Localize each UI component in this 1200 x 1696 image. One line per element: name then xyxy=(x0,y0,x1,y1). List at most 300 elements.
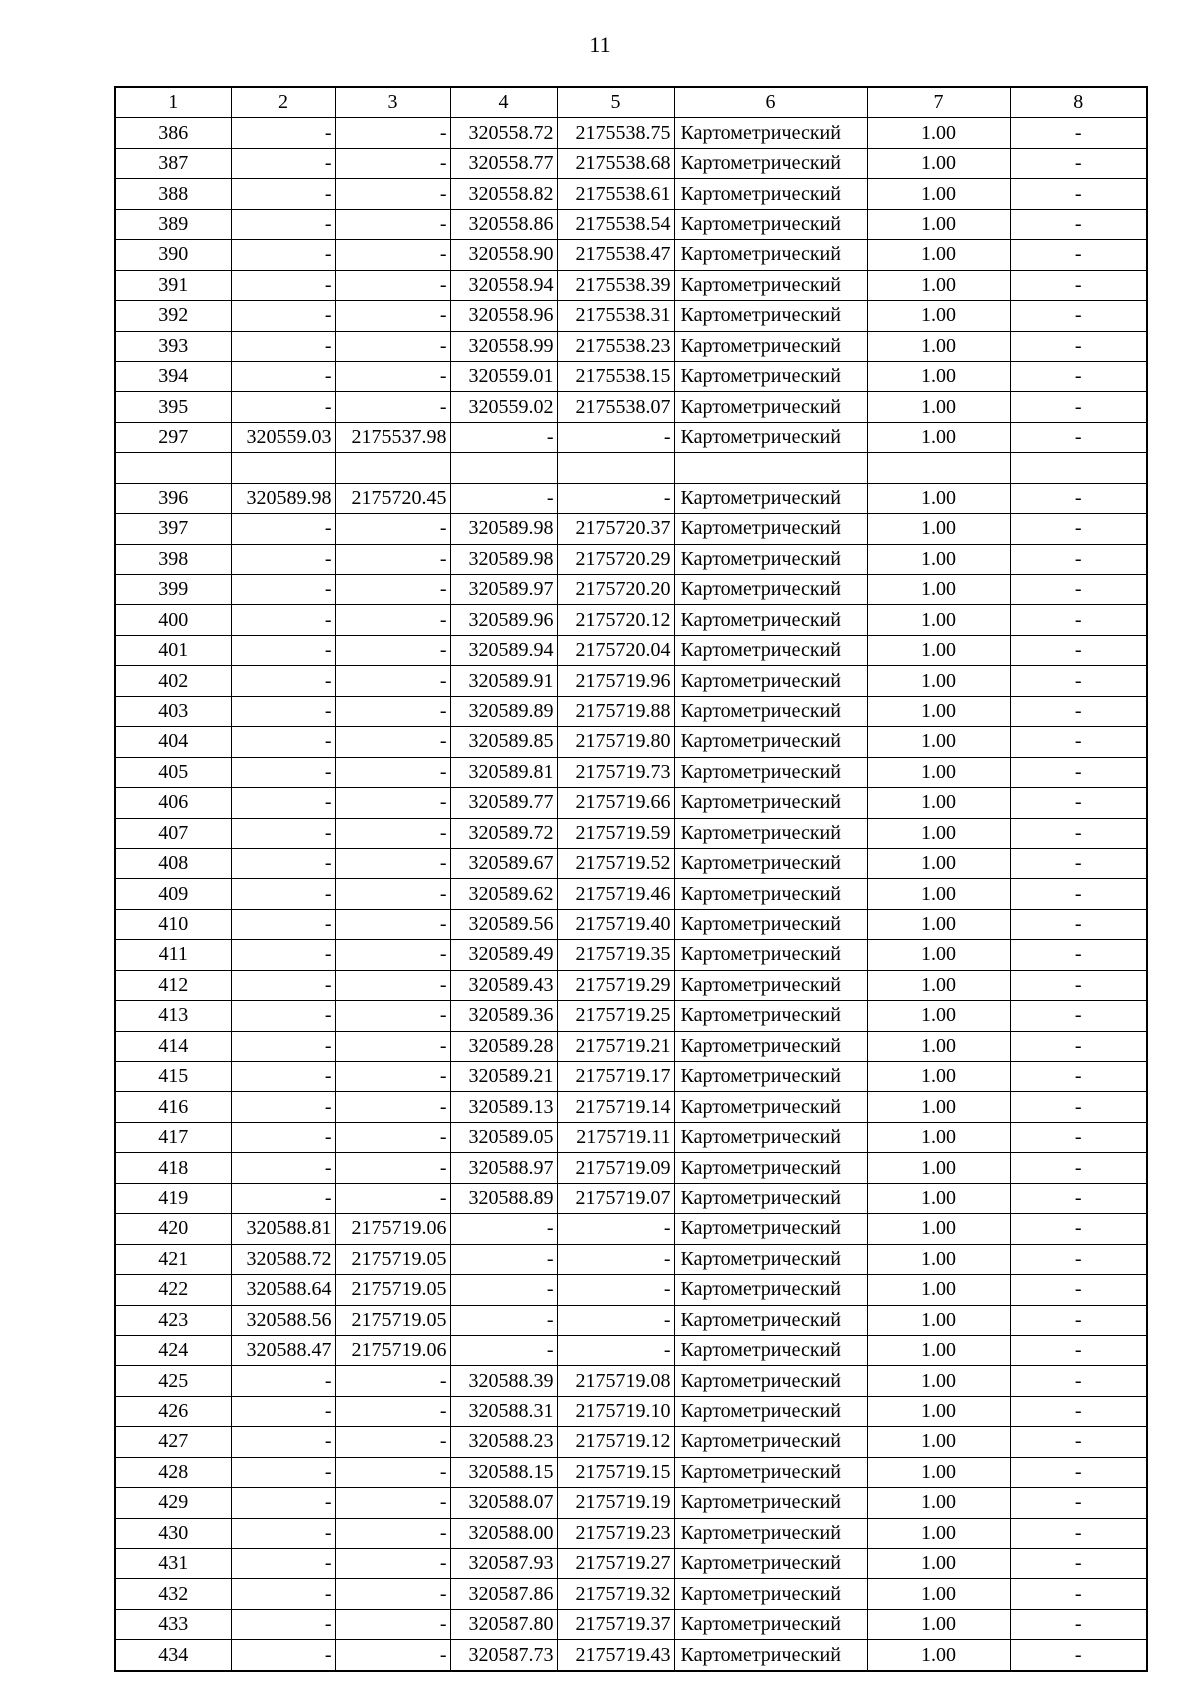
cell-new-x: 320587.80 xyxy=(450,1609,557,1639)
cell-point-number: 423 xyxy=(115,1305,231,1335)
table-row xyxy=(115,1305,1147,1335)
cell-note: - xyxy=(1010,575,1147,605)
cell-new-y: 2175720.04 xyxy=(557,635,674,665)
coordinates-table xyxy=(114,86,1148,1672)
cell-note: - xyxy=(1010,1275,1147,1305)
cell-new-x: 320589.98 xyxy=(450,514,557,544)
cell-new-y: 2175719.15 xyxy=(557,1457,674,1487)
cell-accuracy: 1.00 xyxy=(867,1549,1010,1579)
cell-accuracy: 1.00 xyxy=(867,1366,1010,1396)
cell-old-y: - xyxy=(335,301,450,331)
cell-new-x: - xyxy=(450,422,557,452)
cell-accuracy: 1.00 xyxy=(867,240,1010,270)
cell-method: Картометрический xyxy=(674,1609,867,1639)
cell-note: - xyxy=(1010,544,1147,574)
cell-old-x: - xyxy=(231,1122,335,1152)
cell-new-x: 320589.62 xyxy=(450,879,557,909)
cell-method: Картометрический xyxy=(674,1183,867,1213)
cell-method: Картометрический xyxy=(674,270,867,300)
cell-old-x: 320588.47 xyxy=(231,1335,335,1365)
cell-new-y: 2175719.14 xyxy=(557,1092,674,1122)
cell-new-y: 2175719.23 xyxy=(557,1518,674,1548)
cell-old-x: - xyxy=(231,148,335,178)
table-row xyxy=(115,1457,1147,1487)
cell-method: Картометрический xyxy=(674,118,867,148)
cell-old-x: - xyxy=(231,544,335,574)
table-row xyxy=(115,818,1147,848)
cell-method: Картометрический xyxy=(674,1549,867,1579)
cell-note: - xyxy=(1010,1457,1147,1487)
cell-accuracy: 1.00 xyxy=(867,209,1010,239)
cell-point-number: 394 xyxy=(115,361,231,391)
cell-new-y: 2175719.27 xyxy=(557,1549,674,1579)
cell-new-x: 320589.05 xyxy=(450,1122,557,1152)
cell-old-x: - xyxy=(231,209,335,239)
cell-point-number: 409 xyxy=(115,879,231,909)
cell-old-y: - xyxy=(335,666,450,696)
cell-point-number: 403 xyxy=(115,696,231,726)
cell-note: - xyxy=(1010,148,1147,178)
cell-method: Картометрический xyxy=(674,209,867,239)
table-row xyxy=(115,453,1147,483)
table-row xyxy=(115,1001,1147,1031)
cell-old-y: - xyxy=(335,331,450,361)
cell-note: - xyxy=(1010,1427,1147,1457)
cell-accuracy: 1.00 xyxy=(867,1335,1010,1365)
cell-accuracy: 1.00 xyxy=(867,1183,1010,1213)
cell-accuracy: 1.00 xyxy=(867,1579,1010,1609)
cell-point-number: 416 xyxy=(115,1092,231,1122)
cell-method: Картометрический xyxy=(674,1244,867,1274)
cell-note: - xyxy=(1010,879,1147,909)
cell-old-x: - xyxy=(231,635,335,665)
cell-point-number: 405 xyxy=(115,757,231,787)
cell-accuracy: 1.00 xyxy=(867,818,1010,848)
cell-old-y: - xyxy=(335,514,450,544)
cell-new-x: 320589.96 xyxy=(450,605,557,635)
cell-new-x: - xyxy=(450,1275,557,1305)
cell-point-number: 411 xyxy=(115,940,231,970)
table-row xyxy=(115,970,1147,1000)
cell-old-y: - xyxy=(335,1031,450,1061)
cell-method: Картометрический xyxy=(674,1640,867,1671)
cell-point-number: 395 xyxy=(115,392,231,422)
table-row xyxy=(115,392,1147,422)
cell-method: Картометрический xyxy=(674,1275,867,1305)
cell-old-y: - xyxy=(335,1518,450,1548)
table-row xyxy=(115,1031,1147,1061)
cell-new-y: 2175719.19 xyxy=(557,1488,674,1518)
cell-accuracy: 1.00 xyxy=(867,1518,1010,1548)
table-row xyxy=(115,1062,1147,1092)
table-row xyxy=(115,270,1147,300)
table-row xyxy=(115,422,1147,452)
cell-old-y: 2175720.45 xyxy=(335,483,450,513)
cell-new-x: 320588.23 xyxy=(450,1427,557,1457)
cell-new-y: 2175719.96 xyxy=(557,666,674,696)
cell-accuracy: 1.00 xyxy=(867,879,1010,909)
cell-method: Картометрический xyxy=(674,1457,867,1487)
cell-method: Картометрический xyxy=(674,757,867,787)
cell-new-x: 320589.89 xyxy=(450,696,557,726)
cell-old-x: - xyxy=(231,1092,335,1122)
cell-method: Картометрический xyxy=(674,970,867,1000)
cell-accuracy: 1.00 xyxy=(867,1001,1010,1031)
cell-old-y: - xyxy=(335,848,450,878)
cell-point-number: 392 xyxy=(115,301,231,331)
cell-old-y: - xyxy=(335,1062,450,1092)
cell-point-number: 426 xyxy=(115,1396,231,1426)
column-header-8: 8 xyxy=(1010,87,1147,118)
cell-accuracy: 1.00 xyxy=(867,331,1010,361)
cell-old-y: - xyxy=(335,1579,450,1609)
table-row xyxy=(115,605,1147,635)
cell-old-x: - xyxy=(231,392,335,422)
cell-note: - xyxy=(1010,727,1147,757)
cell-old-y: - xyxy=(335,635,450,665)
cell-note: - xyxy=(1010,1518,1147,1548)
cell-point-number: 401 xyxy=(115,635,231,665)
cell-new-x: 320589.91 xyxy=(450,666,557,696)
cell-new-y: - xyxy=(557,1275,674,1305)
cell-new-y: 2175719.37 xyxy=(557,1609,674,1639)
cell-method: Картометрический xyxy=(674,818,867,848)
cell-point-number: 387 xyxy=(115,148,231,178)
cell-old-x: - xyxy=(231,1457,335,1487)
cell-new-y: 2175719.32 xyxy=(557,1579,674,1609)
cell-old-y: - xyxy=(335,970,450,1000)
table-row xyxy=(115,118,1147,148)
cell-accuracy: 1.00 xyxy=(867,422,1010,452)
table-row xyxy=(115,696,1147,726)
cell-method: Картометрический xyxy=(674,1153,867,1183)
cell-method: Картометрический xyxy=(674,1214,867,1244)
cell-new-x: 320558.94 xyxy=(450,270,557,300)
cell-old-y: 2175719.05 xyxy=(335,1275,450,1305)
cell-old-x: - xyxy=(231,788,335,818)
table-row xyxy=(115,727,1147,757)
cell-method: Картометрический xyxy=(674,361,867,391)
cell-accuracy: 1.00 xyxy=(867,179,1010,209)
cell-note: - xyxy=(1010,788,1147,818)
cell-new-y: - xyxy=(557,422,674,452)
cell-old-y: - xyxy=(335,209,450,239)
cell-new-y: 2175719.29 xyxy=(557,970,674,1000)
table-row xyxy=(115,1549,1147,1579)
cell-new-y: 2175719.10 xyxy=(557,1396,674,1426)
cell-old-y: - xyxy=(335,1549,450,1579)
cell-note: - xyxy=(1010,1335,1147,1365)
cell-new-y: 2175719.11 xyxy=(557,1122,674,1152)
cell-old-y: - xyxy=(335,879,450,909)
cell-point-number: 410 xyxy=(115,909,231,939)
table-row xyxy=(115,1244,1147,1274)
cell-accuracy: 1.00 xyxy=(867,575,1010,605)
cell-point-number: 414 xyxy=(115,1031,231,1061)
cell-new-y: 2175719.08 xyxy=(557,1366,674,1396)
cell-method: Картометрический xyxy=(674,727,867,757)
cell-old-y: - xyxy=(335,361,450,391)
cell-point-number: 400 xyxy=(115,605,231,635)
cell-old-x: - xyxy=(231,301,335,331)
cell-new-x: 320589.21 xyxy=(450,1062,557,1092)
cell-new-x: 320589.28 xyxy=(450,1031,557,1061)
table-row xyxy=(115,483,1147,513)
cell-new-x: - xyxy=(450,483,557,513)
cell-point-number: 421 xyxy=(115,1244,231,1274)
cell-new-x: - xyxy=(450,1305,557,1335)
cell-note: - xyxy=(1010,818,1147,848)
cell-point-number: 388 xyxy=(115,179,231,209)
cell-old-y: - xyxy=(335,1457,450,1487)
table-header-row xyxy=(115,87,1147,118)
cell-method: Картометрический xyxy=(674,848,867,878)
cell-note: - xyxy=(1010,940,1147,970)
cell-accuracy: 1.00 xyxy=(867,1305,1010,1335)
cell-old-x: - xyxy=(231,179,335,209)
cell-accuracy: 1.00 xyxy=(867,1153,1010,1183)
cell-new-x: 320589.85 xyxy=(450,727,557,757)
cell-new-x: 320589.77 xyxy=(450,788,557,818)
cell-accuracy: 1.00 xyxy=(867,361,1010,391)
cell-new-x: 320589.81 xyxy=(450,757,557,787)
table-row xyxy=(115,1366,1147,1396)
cell-point-number: 432 xyxy=(115,1579,231,1609)
cell-new-x: 320587.73 xyxy=(450,1640,557,1671)
cell-point-number: 297 xyxy=(115,422,231,452)
column-header-4: 4 xyxy=(450,87,557,118)
cell-accuracy: 1.00 xyxy=(867,1275,1010,1305)
cell-old-x: 320559.03 xyxy=(231,422,335,452)
cell-new-y: - xyxy=(557,1335,674,1365)
table-row xyxy=(115,575,1147,605)
cell-new-y: 2175719.35 xyxy=(557,940,674,970)
cell-old-x: - xyxy=(231,879,335,909)
cell-new-x: 320588.97 xyxy=(450,1153,557,1183)
cell-new-x: 320558.99 xyxy=(450,331,557,361)
column-header-5: 5 xyxy=(557,87,674,118)
cell-point-number: 413 xyxy=(115,1001,231,1031)
cell-new-y: 2175538.15 xyxy=(557,361,674,391)
cell-old-y: - xyxy=(335,818,450,848)
cell-new-y: 2175719.43 xyxy=(557,1640,674,1671)
cell-old-x: - xyxy=(231,1640,335,1671)
cell-accuracy: 1.00 xyxy=(867,1457,1010,1487)
cell-old-y: - xyxy=(335,544,450,574)
cell-new-x: 320558.72 xyxy=(450,118,557,148)
cell-method: Картометрический xyxy=(674,483,867,513)
cell-new-y: - xyxy=(557,1244,674,1274)
cell-old-x: - xyxy=(231,514,335,544)
cell-old-x: 320588.56 xyxy=(231,1305,335,1335)
cell-accuracy: 1.00 xyxy=(867,301,1010,331)
cell-new-y: 2175720.12 xyxy=(557,605,674,635)
cell-old-x: - xyxy=(231,1062,335,1092)
cell-old-x: - xyxy=(231,696,335,726)
cell-note: - xyxy=(1010,1488,1147,1518)
table-row xyxy=(115,1609,1147,1639)
cell-old-y: - xyxy=(335,148,450,178)
cell-point-number xyxy=(115,453,231,483)
cell-note: - xyxy=(1010,118,1147,148)
cell-old-x: - xyxy=(231,818,335,848)
cell-method: Картометрический xyxy=(674,1062,867,1092)
cell-old-y: - xyxy=(335,1122,450,1152)
cell-accuracy: 1.00 xyxy=(867,1214,1010,1244)
cell-new-y: 2175538.39 xyxy=(557,270,674,300)
cell-new-x: 320589.72 xyxy=(450,818,557,848)
cell-point-number: 398 xyxy=(115,544,231,574)
cell-note: - xyxy=(1010,422,1147,452)
cell-note: - xyxy=(1010,666,1147,696)
cell-method: Картометрический xyxy=(674,1001,867,1031)
cell-new-x: 320589.13 xyxy=(450,1092,557,1122)
cell-new-y: 2175720.20 xyxy=(557,575,674,605)
cell-method: Картометрический xyxy=(674,575,867,605)
cell-method: Картометрический xyxy=(674,1518,867,1548)
cell-new-x: 320558.77 xyxy=(450,148,557,178)
cell-new-y: 2175538.47 xyxy=(557,240,674,270)
cell-accuracy: 1.00 xyxy=(867,483,1010,513)
table-row xyxy=(115,1518,1147,1548)
cell-old-x: - xyxy=(231,1518,335,1548)
cell-note: - xyxy=(1010,209,1147,239)
cell-old-y: - xyxy=(335,605,450,635)
cell-method: Картометрический xyxy=(674,1122,867,1152)
cell-new-y: 2175720.29 xyxy=(557,544,674,574)
cell-note: - xyxy=(1010,1609,1147,1639)
cell-method: Картометрический xyxy=(674,940,867,970)
column-header-2: 2 xyxy=(231,87,335,118)
cell-method: Картометрический xyxy=(674,788,867,818)
cell-note: - xyxy=(1010,270,1147,300)
cell-note: - xyxy=(1010,848,1147,878)
cell-old-x: - xyxy=(231,909,335,939)
cell-old-y: - xyxy=(335,1366,450,1396)
cell-note: - xyxy=(1010,1579,1147,1609)
cell-point-number: 429 xyxy=(115,1488,231,1518)
cell-old-x: - xyxy=(231,1183,335,1213)
cell-note: - xyxy=(1010,1062,1147,1092)
cell-note: - xyxy=(1010,1214,1147,1244)
cell-accuracy: 1.00 xyxy=(867,514,1010,544)
cell-method: Картометрический xyxy=(674,1305,867,1335)
table-row xyxy=(115,240,1147,270)
cell-note: - xyxy=(1010,1092,1147,1122)
cell-new-x xyxy=(450,453,557,483)
cell-method: Картометрический xyxy=(674,392,867,422)
cell-new-y xyxy=(557,453,674,483)
table-row xyxy=(115,879,1147,909)
cell-method: Картометрический xyxy=(674,879,867,909)
cell-note: - xyxy=(1010,1122,1147,1152)
cell-old-x: 320588.81 xyxy=(231,1214,335,1244)
cell-method: Картометрический xyxy=(674,635,867,665)
table-row xyxy=(115,1579,1147,1609)
cell-method: Картометрический xyxy=(674,666,867,696)
cell-point-number: 433 xyxy=(115,1609,231,1639)
cell-new-y: 2175719.46 xyxy=(557,879,674,909)
cell-note: - xyxy=(1010,909,1147,939)
cell-point-number: 424 xyxy=(115,1335,231,1365)
cell-old-x: - xyxy=(231,240,335,270)
cell-old-x: - xyxy=(231,1366,335,1396)
column-header-3: 3 xyxy=(335,87,450,118)
cell-method: Картометрический xyxy=(674,1396,867,1426)
cell-old-x: - xyxy=(231,848,335,878)
cell-new-y: 2175719.17 xyxy=(557,1062,674,1092)
cell-method xyxy=(674,453,867,483)
cell-new-y: 2175719.66 xyxy=(557,788,674,818)
cell-note: - xyxy=(1010,1183,1147,1213)
cell-new-x: - xyxy=(450,1244,557,1274)
cell-method: Картометрический xyxy=(674,422,867,452)
cell-accuracy: 1.00 xyxy=(867,148,1010,178)
column-header-7: 7 xyxy=(867,87,1010,118)
cell-old-x: - xyxy=(231,118,335,148)
cell-old-y: - xyxy=(335,575,450,605)
table-row xyxy=(115,635,1147,665)
cell-new-x: 320589.36 xyxy=(450,1001,557,1031)
cell-note: - xyxy=(1010,696,1147,726)
cell-new-x: 320589.97 xyxy=(450,575,557,605)
cell-new-x: 320589.49 xyxy=(450,940,557,970)
cell-accuracy: 1.00 xyxy=(867,270,1010,300)
cell-accuracy: 1.00 xyxy=(867,788,1010,818)
cell-note: - xyxy=(1010,1640,1147,1671)
cell-accuracy: 1.00 xyxy=(867,909,1010,939)
cell-old-x: - xyxy=(231,575,335,605)
cell-new-y: 2175719.40 xyxy=(557,909,674,939)
cell-new-x: 320589.56 xyxy=(450,909,557,939)
column-header-6: 6 xyxy=(674,87,867,118)
table-row xyxy=(115,666,1147,696)
cell-point-number: 390 xyxy=(115,240,231,270)
cell-accuracy: 1.00 xyxy=(867,848,1010,878)
cell-method: Картометрический xyxy=(674,148,867,178)
cell-method: Картометрический xyxy=(674,1366,867,1396)
cell-note: - xyxy=(1010,970,1147,1000)
cell-point-number: 396 xyxy=(115,483,231,513)
cell-old-x: - xyxy=(231,270,335,300)
cell-new-x: 320587.86 xyxy=(450,1579,557,1609)
cell-old-y: - xyxy=(335,1488,450,1518)
table-row xyxy=(115,514,1147,544)
cell-note: - xyxy=(1010,483,1147,513)
cell-new-x: - xyxy=(450,1335,557,1365)
cell-new-y: 2175538.31 xyxy=(557,301,674,331)
table-row xyxy=(115,1640,1147,1671)
cell-new-y: - xyxy=(557,1305,674,1335)
cell-point-number: 389 xyxy=(115,209,231,239)
table-row xyxy=(115,1092,1147,1122)
table-row xyxy=(115,1427,1147,1457)
cell-accuracy: 1.00 xyxy=(867,392,1010,422)
cell-point-number: 425 xyxy=(115,1366,231,1396)
cell-accuracy: 1.00 xyxy=(867,544,1010,574)
cell-old-x: - xyxy=(231,666,335,696)
cell-old-x: 320588.64 xyxy=(231,1275,335,1305)
table-row xyxy=(115,1396,1147,1426)
cell-old-y: - xyxy=(335,179,450,209)
cell-point-number: 399 xyxy=(115,575,231,605)
cell-method: Картометрический xyxy=(674,179,867,209)
cell-accuracy: 1.00 xyxy=(867,940,1010,970)
cell-note: - xyxy=(1010,1396,1147,1426)
cell-note: - xyxy=(1010,179,1147,209)
cell-new-x: 320588.15 xyxy=(450,1457,557,1487)
cell-accuracy: 1.00 xyxy=(867,1488,1010,1518)
